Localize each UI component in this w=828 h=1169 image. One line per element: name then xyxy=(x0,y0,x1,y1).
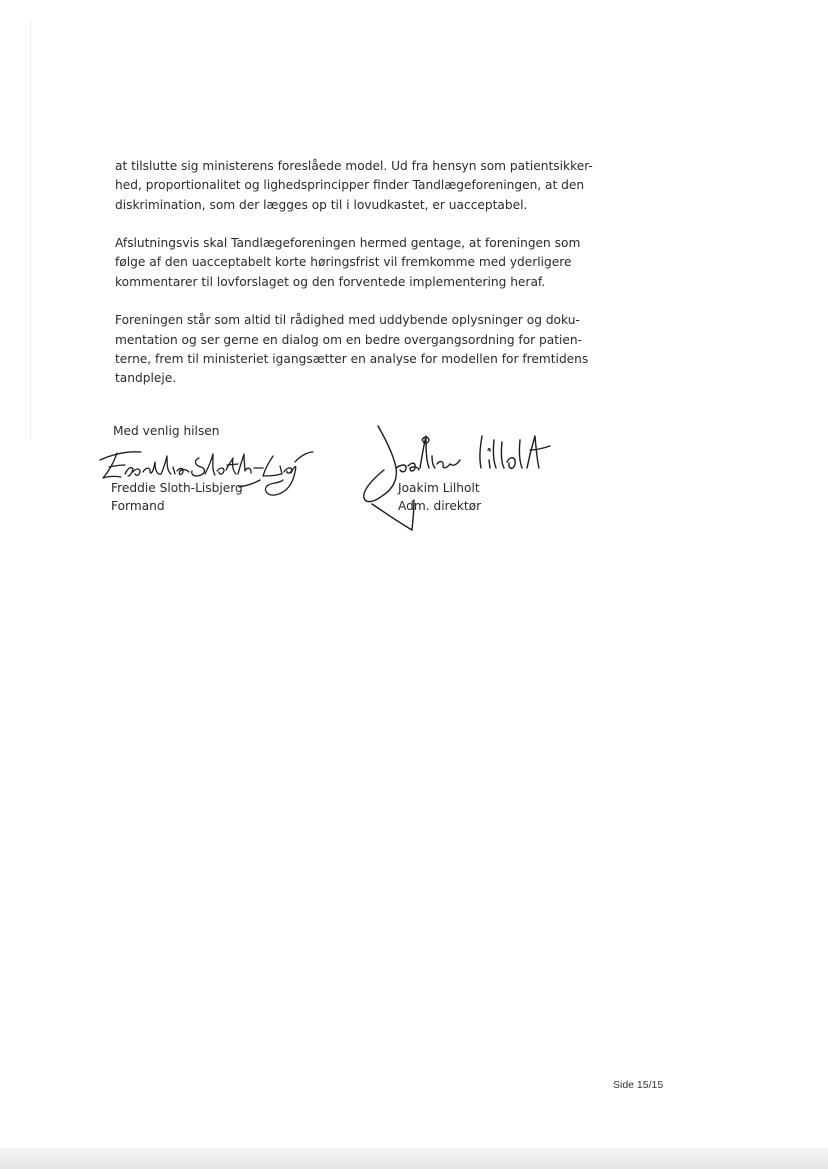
paragraph-1: at tilslutte sig ministerens foreslåede model. Ud fra hensyn som patientsikker-hed, proportionalitet og lighedsprincipper finder Tandlægeforeningen, at den diskrimination, som der lægges op til i lovudkastet, er uacceptabel. xyxy=(115,159,593,212)
paragraph-3: Foreningen står som altid til rådighed med uddybende oplysninger og doku-mentation og ser gerne en dialog om en bedre overgangsordning for patien-terne, frem til ministeriet igangsætter en analyse for modellen for fremtidens tandpleje. xyxy=(115,313,589,386)
scan-edge-line xyxy=(30,20,31,440)
signatory-title-joakim: Adm. direktør xyxy=(398,499,482,513)
signatory-title-freddie: Formand xyxy=(111,499,165,513)
closing-salutation: Med venlig hilsen xyxy=(113,424,220,438)
page-number: Side 15/15 xyxy=(613,1079,664,1091)
signatory-name-freddie: Freddie Sloth-Lisbjerg xyxy=(111,481,243,495)
paragraph-2: Afslutningsvis skal Tandlægeforeningen hermed gentage, at foreningen som følge af den uacceptabelt korte høringsfrist vil fremkomme med yderligere kommentarer til lovforslaget og den forventede implementering heraf. xyxy=(115,236,581,289)
signatory-name-joakim: Joakim Lilholt xyxy=(398,481,480,495)
letter-body xyxy=(115,157,595,408)
scan-bottom-shade xyxy=(0,1148,828,1169)
